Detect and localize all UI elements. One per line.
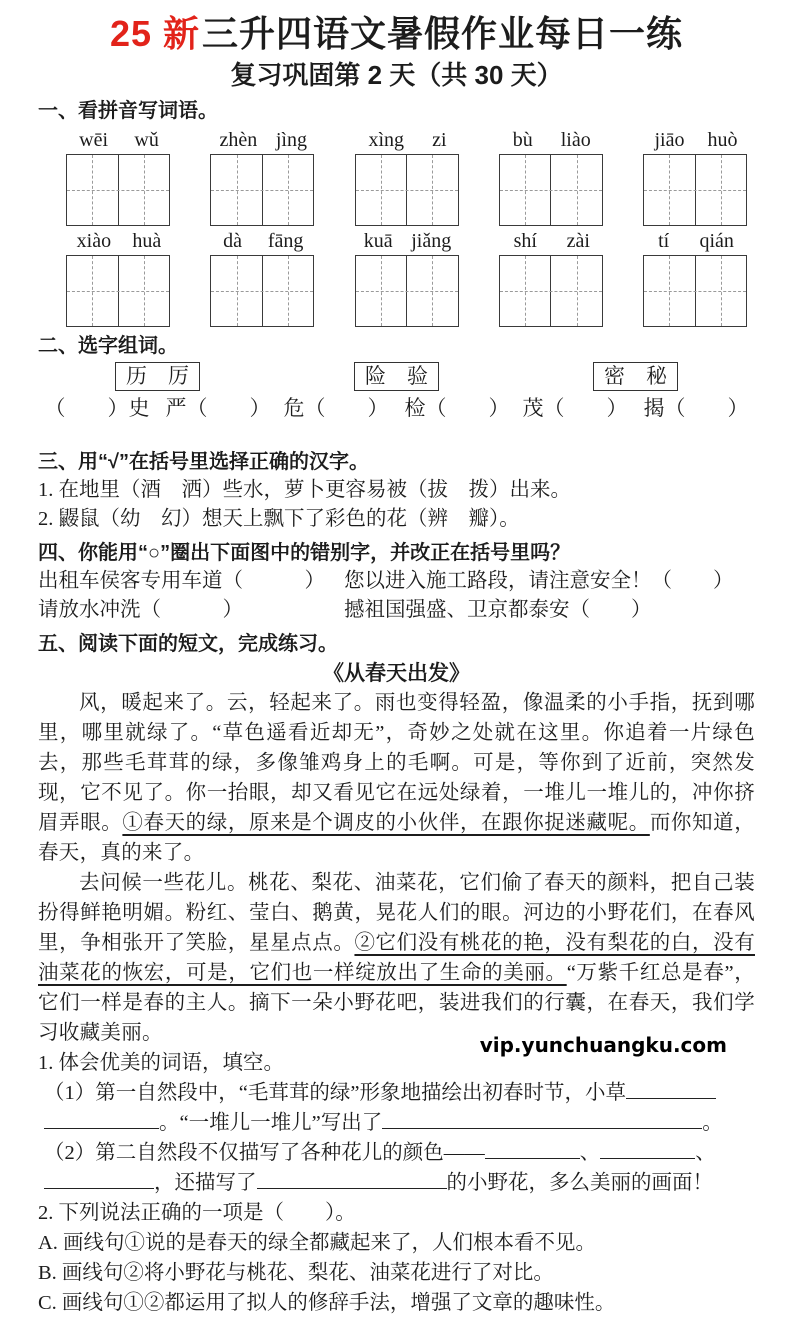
pinyin-group <box>355 127 461 226</box>
passage-paragraph-2 <box>38 868 755 1048</box>
choice-group <box>516 362 755 423</box>
pinyin-syllable: zhèn <box>219 129 258 151</box>
question-1-1-text2: 。“一堆儿一堆儿”写出了 <box>159 1112 383 1134</box>
choose-character-row <box>38 362 755 423</box>
pinyin-syllable: wǔ <box>134 129 159 151</box>
question-1-2 <box>38 1138 755 1198</box>
writing-grid-box <box>355 154 459 226</box>
para1-text: 风，暖起来了。云，轻起来了。雨也变得轻盈，像温柔的小手指，抚到哪里，哪里就绿了。“草色遥看近却无”，奇妙之处就在这里。你追着一片绿色去，那些毛茸茸的绿，多像雏鸡身上的毛啊。可是，等你到了近前，突然发现，它不见了。你一抬眼，却又看见它在远处绿着，一堆儿一堆儿的，冲你挤眉弄眼。 <box>38 692 755 834</box>
pinyin-group <box>643 127 749 226</box>
pinyin-syllable: fāng <box>267 230 304 252</box>
question-1: 1. 体会优美的词语，填空。 <box>38 1052 284 1074</box>
choice-group <box>277 362 516 423</box>
section3-item-2: 2. 鼹鼠（幼 幻）想天上飘下了彩色的花（辨 瓣）。 <box>38 508 520 530</box>
page-title-rest: 三升四语文暑假作业每日一练 <box>202 13 684 54</box>
pinyin-syllable: xìng <box>368 129 405 151</box>
answer-blank <box>600 1142 695 1159</box>
typo-phrase: 撼祖国强盛、卫京都泰安（ ） <box>344 599 652 621</box>
pinyin-syllable: tí <box>658 230 670 252</box>
question-1-2-text2: ，还描写了 <box>154 1172 257 1194</box>
choice-word: 严（ ） <box>165 396 271 420</box>
writing-grid-box <box>643 154 747 226</box>
pinyin-syllable: jìng <box>275 129 307 151</box>
para2-text-end: “万紫千红总是春”，它们一样是春的主人。摘下一朵小野花吧，装进我们的行囊，在春天，我们学习收藏美丽。 <box>38 962 756 1044</box>
writing-grid-box <box>210 154 314 226</box>
choice-word: 揭（ ） <box>643 396 749 420</box>
watermark: vip.yunchuangku.com <box>479 1033 727 1057</box>
answer-blank <box>44 1172 99 1189</box>
pinyin-syllable: shí <box>513 230 537 252</box>
question-1-2-text: （2）第二自然段不仅描写了各种花儿的颜色—— <box>44 1142 485 1164</box>
pinyin-row-1 <box>38 127 755 226</box>
pinyin-syllable: wēi <box>79 129 109 151</box>
typo-phrase: 出租车侯客专用车道（ ） <box>38 570 325 592</box>
pinyin-syllable: qián <box>699 230 734 252</box>
pinyin-group <box>66 228 172 327</box>
section1-header: 一、看拼音写词语。 <box>38 100 218 122</box>
para2-underlined-sentence: ②它们没有桃花的艳，没有梨花的白，没有油菜花的恢宏，可是，它们也一样绽放出了生命的美丽。 <box>38 932 755 984</box>
choice-box: 密 秘 <box>593 362 678 391</box>
section5-header: 五、阅读下面的短文，完成练习。 <box>38 633 338 655</box>
typo-phrase: 请放水冲洗（ ） <box>38 599 243 621</box>
pinyin-syllable: zi <box>432 129 447 151</box>
choice-word: （ ）史 <box>44 396 150 420</box>
question-1-2-text3: 的小野花，多么美丽的画面！ <box>446 1172 713 1194</box>
writing-grid-box <box>499 154 603 226</box>
section3-item-1: 1. 在地里（酒 洒）些水，萝卜更容易被（拔 拨）出来。 <box>38 479 571 501</box>
pinyin-syllable: jiāo <box>654 129 685 151</box>
option-b: B. 画线句②将小野花与桃花、梨花、油菜花进行了对比。 <box>38 1262 554 1284</box>
para2-text: 去问候一些花儿。桃花、梨花、油菜花，它们偷了春天的颜料，把自己装扮得鲜艳明媚。粉红、莹白、鹅黄，晃花人们的眼。河边的小野花们，在春风里，争相张开了笑脸，星星点点。 <box>38 872 755 954</box>
writing-grid-box <box>355 255 459 327</box>
page-subtitle: 复习巩固第 2 天（共 30 天） <box>230 60 563 90</box>
pinyin-group <box>499 228 605 327</box>
pinyin-syllable: bù <box>512 129 533 151</box>
pinyin-group <box>499 127 605 226</box>
writing-grid-box <box>643 255 747 327</box>
passage-title: 《从春天出发》 <box>323 661 470 685</box>
separator: 、 <box>579 1142 601 1164</box>
pinyin-syllable: huà <box>132 230 162 252</box>
para1-underlined-sentence: ①春天的绿，原来是个调皮的小伙伴，在跟你捉迷藏呢。 <box>122 812 650 834</box>
pinyin-row-2 <box>38 228 755 327</box>
pinyin-syllable: zài <box>566 230 590 252</box>
para1-text-end: 而你知道，春天，真的来了。 <box>38 812 755 864</box>
typo-row-2 <box>38 596 755 625</box>
passage-paragraph-1 <box>38 688 755 868</box>
choice-group <box>38 362 277 423</box>
choice-word: 检（ ） <box>404 396 510 420</box>
pinyin-group <box>643 228 749 327</box>
pinyin-syllable: dà <box>223 230 243 252</box>
writing-grid-box <box>210 255 314 327</box>
question-1-1 <box>38 1078 755 1138</box>
choice-word: 茂（ ） <box>522 396 628 420</box>
pinyin-syllable: jiǎng <box>411 230 452 252</box>
pinyin-group <box>210 127 316 226</box>
page-title <box>38 12 755 56</box>
answer-blank <box>626 1082 716 1099</box>
answer-blank <box>44 1112 159 1129</box>
pinyin-group <box>66 127 172 226</box>
pinyin-group <box>355 228 461 327</box>
choice-word: 危（ ） <box>283 396 389 420</box>
page-title-red: 25 新 <box>109 13 201 54</box>
pinyin-syllable: xiào <box>76 230 112 252</box>
pinyin-syllable: liào <box>560 129 591 151</box>
section3-header: 三、用“√”在括号里选择正确的汉字。 <box>38 451 369 473</box>
typo-row-1 <box>38 567 755 596</box>
answer-blank <box>257 1172 447 1189</box>
writing-grid-box <box>499 255 603 327</box>
section2-header: 二、选字组词。 <box>38 335 178 357</box>
choice-box: 险 验 <box>354 362 439 391</box>
typo-phrase: 您以进入施工路段，请注意安全！（ ） <box>344 570 734 592</box>
section4-header: 四、你能用“○”圈出下面图中的错别字，并改正在括号里吗？ <box>38 542 571 564</box>
writing-grid-box <box>66 154 170 226</box>
answer-blank <box>382 1112 702 1129</box>
question-1-1-period: 。 <box>702 1112 723 1134</box>
pinyin-syllable: huò <box>707 129 738 151</box>
option-a: A. 画线句①说的是春天的绿全都藏起来了，人们根本看不见。 <box>38 1232 597 1254</box>
pinyin-syllable: kuā <box>363 230 393 252</box>
choice-box: 历 厉 <box>115 362 200 391</box>
question-1-1-text: （1）第一自然段中，“毛茸茸的绿”形象地描绘出初春时节，小草 <box>44 1082 626 1104</box>
answer-blank <box>99 1172 154 1189</box>
separator: 、 <box>695 1142 716 1164</box>
writing-grid-box <box>66 255 170 327</box>
option-c: C. 画线句①②都运用了拟人的修辞手法，增强了文章的趣味性。 <box>38 1292 616 1314</box>
pinyin-group <box>210 228 316 327</box>
question-2: 2. 下列说法正确的一项是（ ）。 <box>38 1202 356 1224</box>
answer-blank <box>485 1142 580 1159</box>
